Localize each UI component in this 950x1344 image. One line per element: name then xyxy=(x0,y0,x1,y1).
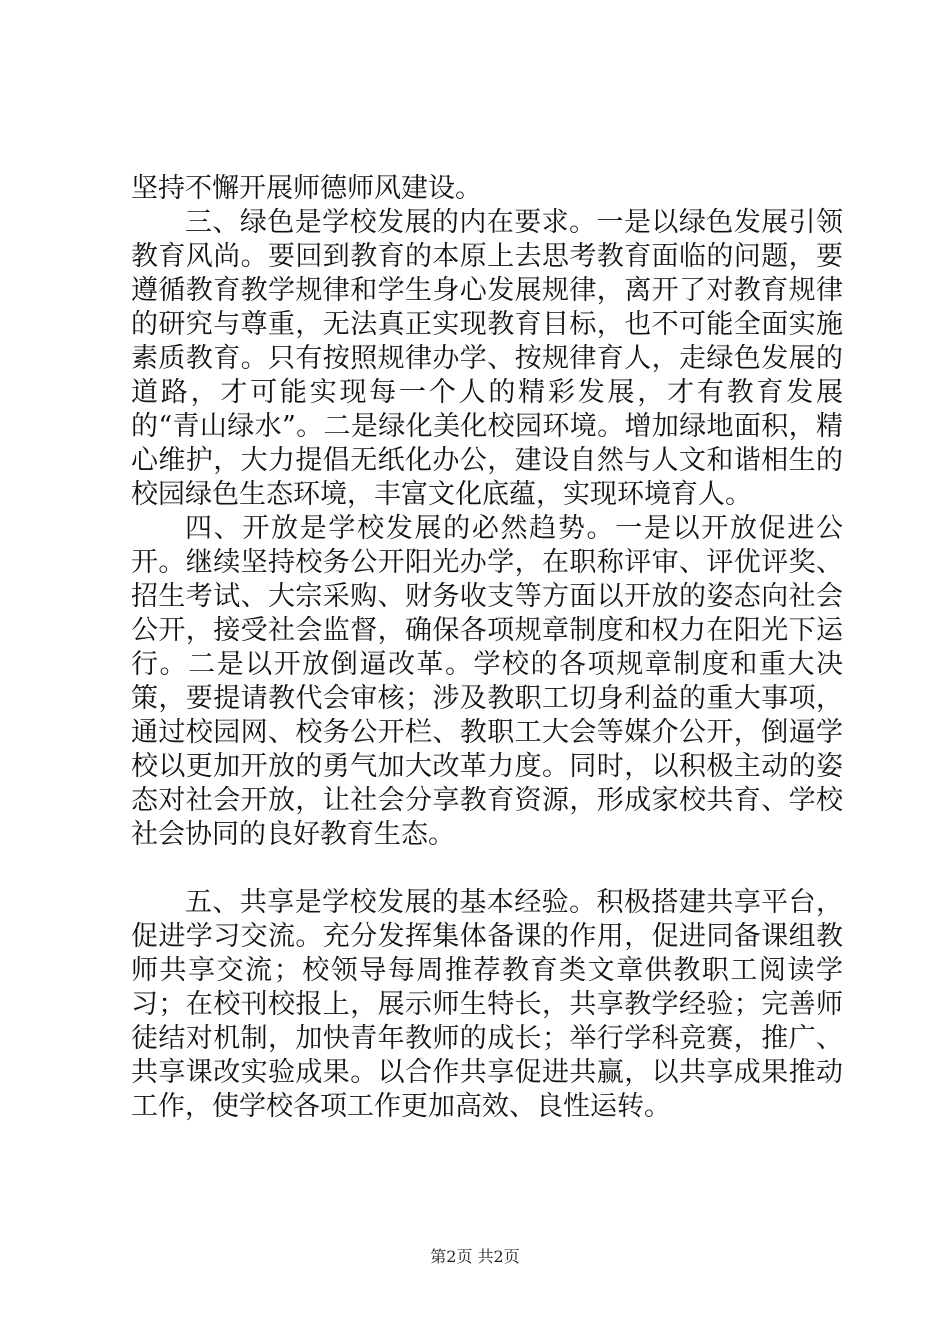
paragraph-open: 四、开放是学校发展的必然趋势。一是以开放促进公开。继续坚持校务公开阳光办学，在职称评审、评优评奖、招生考试、大宗采购、财务收支等方面以开放的姿态向社会公开，接受社会监督，确保各项规章制度和权力在阳光下运行。二是以开放倒逼改革。学校的各项规章制度和重大决策，要提请教代会审核；涉及教职工切身利益的重大事项，通过校园网、校务公开栏、教职工大会等媒介公开，倒逼学校以更加开放的勇气加大改革力度。同时，以积极主动的姿态对社会开放，让社会分享教育资源，形成家校共育、学校社会协同的良好教育生态。 xyxy=(131,513,843,850)
paragraph-share: 五、共享是学校发展的基本经验。积极搭建共享平台，促进学习交流。充分发挥集体备课的作用，促进同备课组教师共享交流；校领导每周推荐教育类文章供教职工阅读学习；在校刊校报上，展示师生特长，共享教学经验；完善师徒结对机制，加快青年教师的成长；举行学科竞赛，推广、共享课改实验成果。以合作共享促进共赢，以共享成果推动工作，使学校各项工作更加高效、良性运转。 xyxy=(131,887,843,1122)
paragraph-green: 三、绿色是学校发展的内在要求。一是以绿色发展引领教育风尚。要回到教育的本原上去思考教育面临的问题，要遵循教育教学规律和学生身心发展规律，离开了对教育规律的研究与尊重，无法真正实现教育目标，也不可能全面实施素质教育。只有按照规律办学、按规律育人，走绿色发展的道路，才可能实现每一个人的精彩发展，才有教育发展的“青山绿水”。二是绿化美化校园环境。增加绿地面积，精心维护，大力提倡无纸化办公，建设自然与人文和谐相生的校园绿色生态环境，丰富文化底蕴，实现环境育人。 xyxy=(131,207,843,510)
paragraph-continuation: 坚持不懈开展师德师风建设。 xyxy=(131,173,482,204)
page-footer: 第2页 共2页 xyxy=(430,1247,520,1266)
document-body xyxy=(131,172,843,1124)
